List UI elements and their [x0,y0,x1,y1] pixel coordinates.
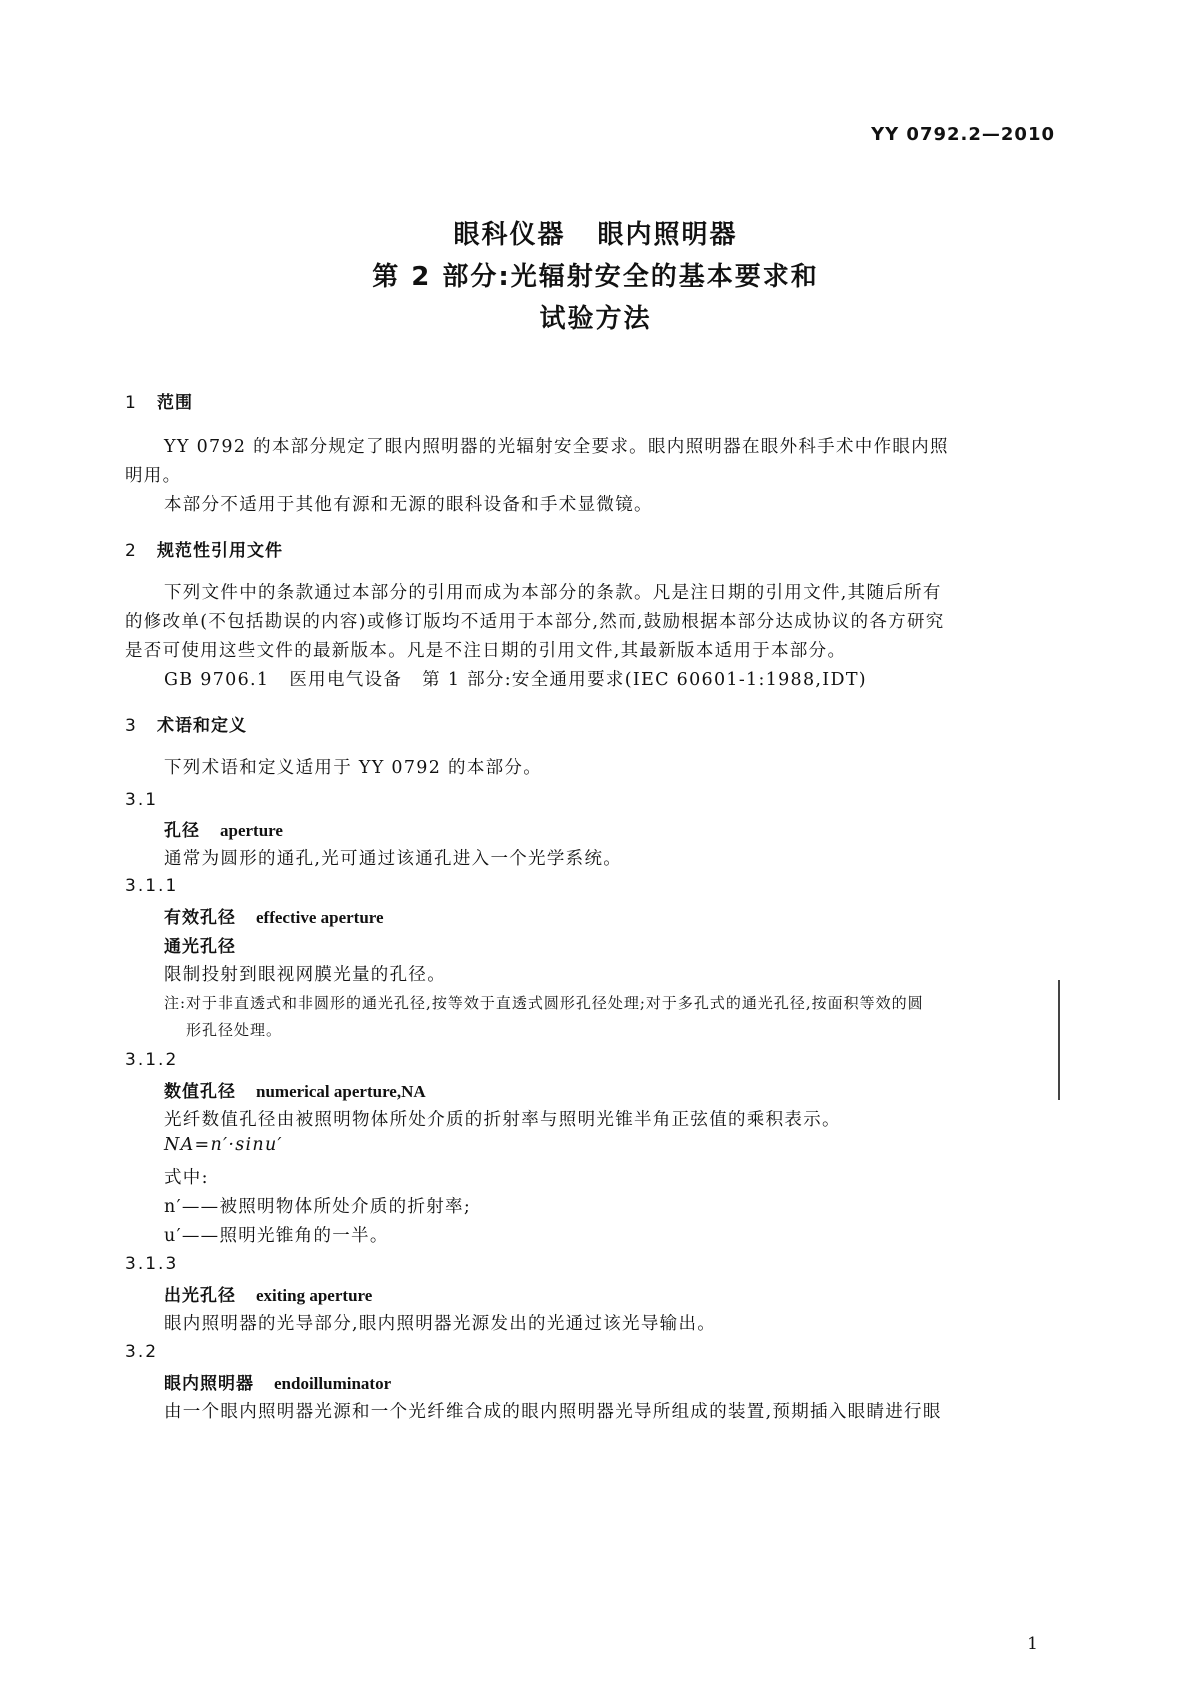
paragraph: 本部分不适用于其他有源和无源的眼科设备和手术显微镜。 [164,495,653,515]
term-chinese: 眼内照明器 [164,1374,254,1394]
formula-variable: n′——被照明物体所处介质的折射率; [164,1197,472,1217]
formula-where: 式中: [164,1168,209,1188]
term-definition: 眼内照明器的光导部分,眼内照明器光源发出的光通过该光导输出。 [164,1314,717,1334]
document-title-line-2: 第 2 部分:光辐射安全的基本要求和 [372,262,819,292]
paragraph: 明用。 [125,466,182,486]
term-definition: 由一个眼内照明器光源和一个光纤维合成的眼内照明器光导所组成的装置,预期插入眼睛进行眼 [164,1402,942,1422]
alternative-term: 通光孔径 [164,937,236,957]
term-chinese: 孔径 [164,821,200,841]
normative-reference [164,666,867,691]
reference-title: 医用电气设备 [289,670,403,690]
paragraph: YY 0792 的本部分规定了眼内照明器的光辐射安全要求。眼内照明器在眼外科手术中作眼内照 [164,437,949,457]
section-3-heading [125,711,247,736]
paragraph: 下列文件中的条款通过本部分的引用而成为本部分的条款。凡是注日期的引用文件,其随后所有 [164,583,942,603]
term-entry [164,816,283,841]
section-title: 规范性引用文件 [157,541,283,561]
term-definition: 限制投射到眼视网膜光量的孔径。 [164,965,446,985]
change-bar [1058,980,1060,1100]
paragraph: 下列术语和定义适用于 YY 0792 的本部分。 [164,758,543,778]
section-number: 3 [125,716,137,736]
term-entry [164,1077,426,1102]
reference-code: GB 9706.1 [164,670,270,690]
reference-subtitle: 第 1 部分:安全通用要求(IEC 60601-1:1988,IDT) [422,670,867,690]
paragraph: 是否可使用这些文件的最新版本。凡是不注日期的引用文件,其最新版本适用于本部分。 [125,641,847,661]
term-chinese: 出光孔径 [164,1286,236,1306]
term-english: aperture [220,821,283,840]
formula: NA=n′·sinu′ [164,1135,283,1155]
note: 注:对于非直透式和非圆形的通光孔径,按等效于直透式圆形孔径处理;对于多孔式的通光孔径,按面积等效的圆 [164,994,924,1012]
document-code: YY 0792.2—2010 [871,124,1055,145]
section-number: 1 [125,393,137,413]
page-number: 1 [1027,1634,1038,1654]
document-title-line-3: 试验方法 [539,304,652,334]
term-entry [164,1281,372,1306]
term-definition: 光纤数值孔径由被照明物体所处介质的折射率与照明光锥半角正弦值的乘积表示。 [164,1110,841,1130]
formula-variable: u′——照明光锥角的一半。 [164,1226,389,1246]
term-english: endoilluminator [274,1374,392,1393]
section-title: 范围 [157,393,193,413]
term-entry [164,1369,391,1394]
section-1-heading [125,388,193,413]
document-title-line-1 [0,214,1191,251]
clause-number: 3.1 [125,790,159,810]
clause-number: 3.1.3 [125,1254,179,1274]
term-english: numerical aperture,NA [256,1082,426,1101]
section-2-heading [125,536,283,561]
title-part-a: 眼科仪器 [453,220,566,250]
term-chinese: 有效孔径 [164,908,236,928]
paragraph: 的修改单(不包括勘误的内容)或修订版均不适用于本部分,然而,鼓励根据本部分达成协议的各方研究 [125,612,945,632]
term-chinese: 数值孔径 [164,1082,236,1102]
clause-number: 3.1.1 [125,876,179,896]
clause-number: 3.1.2 [125,1050,179,1070]
section-number: 2 [125,541,137,561]
title-part-b: 眼内照明器 [597,220,738,250]
section-title: 术语和定义 [157,716,247,736]
term-english: exiting aperture [256,1286,373,1305]
term-entry [164,903,384,928]
term-definition: 通常为圆形的通孔,光可通过该通孔进入一个光学系统。 [164,849,623,869]
term-english: effective aperture [256,908,384,927]
clause-number: 3.2 [125,1342,159,1362]
note-continuation: 形孔径处理。 [186,1021,283,1039]
